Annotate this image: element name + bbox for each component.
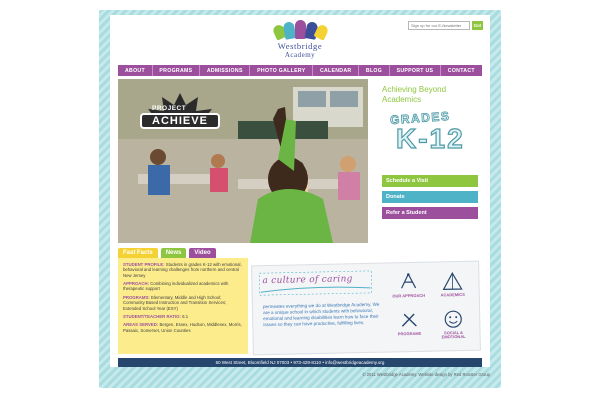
newsletter-signup	[408, 21, 483, 30]
fact-text: Elementary, Middle and High School; Community Based Instruction and Transition Services; Extended School Year (ESY)	[123, 294, 227, 311]
logo-subname: Academy	[284, 50, 316, 59]
fact-text: Bergen, Essex, Hudson, Middlesex, Morris, Passaic, Somerset, Union Counties	[123, 322, 242, 333]
grades-range: K-12	[396, 123, 465, 154]
refer-student-button[interactable]: Refer a Student	[382, 207, 478, 219]
tab-video[interactable]: Video	[189, 248, 215, 258]
nav-programs[interactable]: PROGRAMS	[159, 67, 193, 74]
triangle-icon	[430, 270, 474, 293]
footer-address-bar: 60 West Street, Bloomfield NJ 07003 • 973-429-8110 • info@westbridgeacademy.org	[118, 358, 482, 367]
badge-achieve-text: ACHIEVE	[140, 113, 220, 129]
tab-fast-facts[interactable]: Fast Facts	[118, 248, 158, 258]
fact-label: APPROACH:	[123, 281, 150, 287]
nav-divider	[389, 65, 390, 76]
grades-graphic	[384, 108, 480, 173]
culture-title: a culture of caring	[262, 274, 353, 287]
pencil-icon	[387, 309, 431, 332]
feature-social-emotional[interactable]	[431, 308, 476, 341]
fact-item	[123, 281, 243, 292]
nav-admissions[interactable]: ADMISSIONS	[206, 67, 243, 74]
nav-contact[interactable]: CONTACT	[447, 67, 475, 74]
nav-divider	[312, 65, 313, 76]
footer-credit: © 2011 Westbridge Academy. Website design by Red Rooster Group	[362, 372, 490, 377]
fact-label: STUDENT PROFILE:	[123, 262, 165, 267]
main-navigation	[118, 65, 482, 76]
fact-text: 6:1	[182, 313, 189, 319]
nav-divider	[249, 65, 250, 76]
nav-divider	[440, 65, 441, 76]
logo-name: Westbridge	[277, 41, 323, 51]
nav-blog[interactable]: BLOG	[365, 67, 383, 74]
nav-divider	[199, 65, 200, 76]
nav-calendar[interactable]: CALENDAR	[319, 67, 352, 74]
fact-text: Students in grades K-12 with emotional, behavioral and learning challenges from northern and central New Jersey	[123, 262, 242, 278]
fact-item	[123, 322, 243, 333]
newsletter-email-input[interactable]	[408, 21, 470, 30]
site-logo[interactable]	[255, 19, 345, 63]
feature-our-approach[interactable]	[386, 271, 431, 299]
fact-label: STUDENT/TEACHER RATIO:	[123, 313, 181, 319]
newsletter-go-button[interactable]: Go!	[473, 23, 482, 28]
fact-label: AREAS SERVED:	[123, 322, 159, 328]
culture-of-caring-panel	[251, 261, 481, 356]
donate-button[interactable]: Donate	[382, 191, 478, 203]
tab-news[interactable]: News	[161, 248, 187, 258]
feature-label: SOCIAL & EMOTIONAL	[441, 329, 466, 340]
nav-divider	[358, 65, 359, 76]
fact-text: Combining individualized academics with therapeutic support	[123, 281, 229, 292]
feature-label: PROGRAMS	[397, 330, 422, 337]
feature-label: ACADEMICS	[440, 291, 465, 298]
smiley-icon	[431, 308, 475, 331]
nav-divider	[152, 65, 153, 76]
fact-label: PROGRAMS:	[123, 294, 150, 300]
culture-body: permeates everything we do at Westbridge Academy. We are a unique school in which students with behavioral, emotional and learning disabilities learn how to face their issues so they can have productive, fulfilling lives.	[262, 301, 380, 328]
feature-programs[interactable]	[387, 309, 432, 337]
fact-item	[123, 262, 243, 278]
badge-project-text: PROJECT	[152, 105, 187, 112]
compass-icon	[386, 271, 430, 294]
nav-support-us[interactable]: SUPPORT US	[396, 67, 434, 74]
book-logo-icon	[270, 19, 330, 39]
fast-facts-panel	[118, 258, 248, 354]
grades-word: GRADES	[389, 108, 451, 128]
nav-about[interactable]: ABOUT	[125, 67, 145, 74]
schedule-visit-button[interactable]: Schedule a Visit	[382, 175, 478, 187]
feature-academics[interactable]	[430, 270, 475, 298]
project-achieve-badge	[134, 91, 226, 137]
feature-links	[386, 270, 478, 352]
web-page	[110, 15, 490, 367]
fact-item	[123, 295, 243, 311]
feature-label: OUR APPROACH	[392, 292, 426, 299]
fact-item	[123, 314, 243, 319]
tagline: Achieving Beyond Academics	[382, 85, 447, 104]
content-tabs	[118, 248, 219, 258]
hero-classroom-photo	[118, 79, 368, 243]
nav-photo-gallery[interactable]: PHOTO GALLERY	[257, 67, 306, 74]
